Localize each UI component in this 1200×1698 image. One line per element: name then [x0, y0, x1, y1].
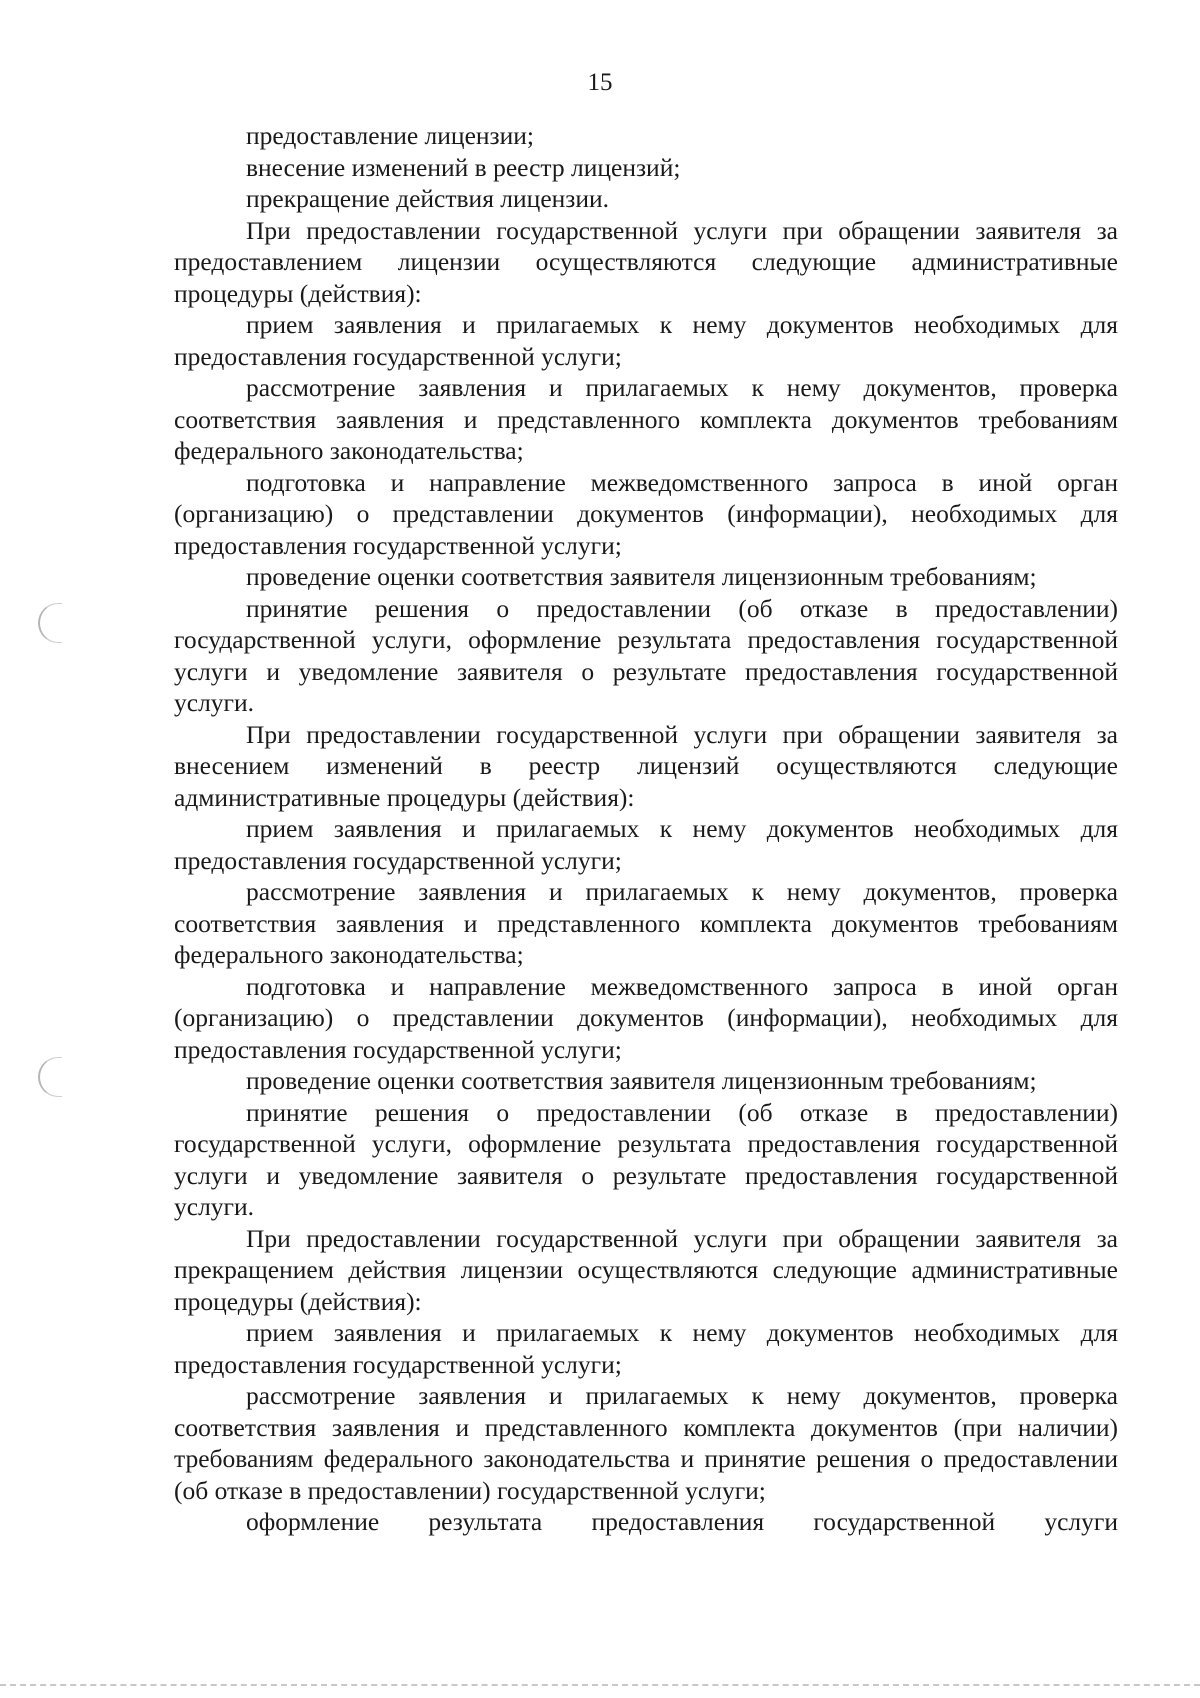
- paragraph: рассмотрение заявления и прилагаемых к нему документов, проверка соответствия заявления и представленного комплекта документов требованиям федерального законодательства;: [174, 877, 1118, 969]
- paragraph: рассмотрение заявления и прилагаемых к нему документов, проверка соответствия заявления и представленного комплекта документов (при наличии) требованиям федерального законодательства и принятие решения о предоставлении (об отказе в предоставлении) государственной услуги;: [174, 1381, 1118, 1505]
- paragraph: подготовка и направление межведомственного запроса в иной орган (организацию) о представлении документов (информации), необходимых для предоставления государственной услуги;: [174, 971, 1118, 1064]
- paragraph: оформление результата предоставления государственной услуги: [246, 1507, 1118, 1536]
- punch-hole-mark: [38, 1057, 62, 1097]
- paragraph: предоставление лицензии;: [246, 121, 534, 150]
- paragraph: При предоставлении государственной услуги при обращении заявителя за предоставлением лицензии осуществляются следующие административные процедуры (действия):: [174, 215, 1118, 308]
- paragraph: принятие решения о предоставлении (об отказе в предоставлении) государственной услуги, оформление результата предоставления государственной услуги и уведомление заявителя о результате предоставления государственной услуги.: [174, 593, 1118, 717]
- paragraph: подготовка и направление межведомственного запроса в иной орган (организацию) о представлении документов (информации), необходимых для предоставления государственной услуги;: [174, 467, 1118, 560]
- paragraph: При предоставлении государственной услуги при обращении заявителя за прекращением действия лицензии осуществляются следующие административные процедуры (действия):: [174, 1223, 1118, 1316]
- paragraph: рассмотрение заявления и прилагаемых к нему документов, проверка соответствия заявления и представленного комплекта документов требованиям федерального законодательства;: [174, 373, 1118, 465]
- paragraph: принятие решения о предоставлении (об отказе в предоставлении) государственной услуги, оформление результата предоставления государственной услуги и уведомление заявителя о результате предоставления государственной услуги.: [174, 1097, 1118, 1221]
- paragraph: прекращение действия лицензии.: [246, 184, 610, 213]
- page-number: 15: [587, 69, 613, 96]
- paragraph: прием заявления и прилагаемых к нему документов необходимых для предоставления государственной услуги;: [174, 310, 1118, 371]
- paragraph: внесение изменений в реестр лицензий;: [246, 152, 681, 182]
- paragraph: При предоставлении государственной услуги при обращении заявителя за внесением изменений в реестр лицензий осуществляются следующие административные процедуры (действия):: [174, 719, 1118, 812]
- paragraph: проведение оценки соответствия заявителя лицензионным требованиям;: [246, 562, 1037, 591]
- paragraph: прием заявления и прилагаемых к нему документов необходимых для предоставления государственной услуги;: [174, 1318, 1118, 1379]
- paragraph: прием заявления и прилагаемых к нему документов необходимых для предоставления государственной услуги;: [174, 814, 1118, 875]
- paragraph: проведение оценки соответствия заявителя лицензионным требованиям;: [246, 1066, 1037, 1095]
- document-body: [174, 120, 1118, 1538]
- punch-hole-mark: [38, 603, 62, 643]
- scan-edge-line: [0, 1684, 1200, 1686]
